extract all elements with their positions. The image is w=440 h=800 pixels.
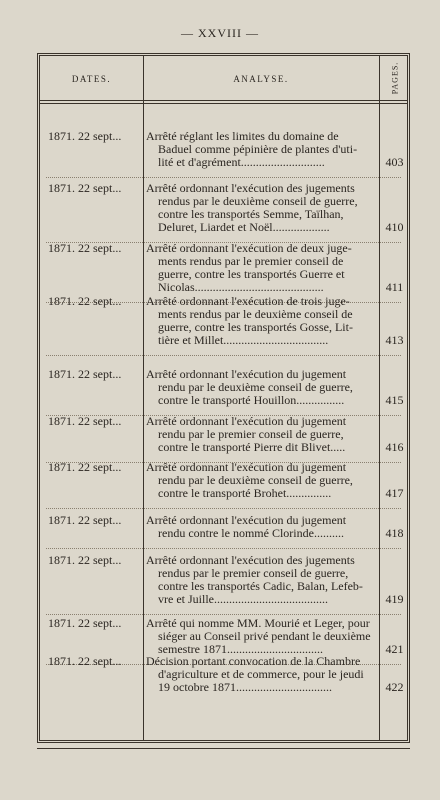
entry-date: 1871. 22 sept... <box>48 129 122 143</box>
entry-analysis <box>146 617 375 656</box>
header-rule <box>40 100 407 101</box>
entry-date: 1871. 22 sept... <box>48 654 122 668</box>
entry-analysis <box>146 655 375 694</box>
entry-date: 1871. 22 sept... <box>48 460 122 474</box>
row-separator <box>46 614 401 615</box>
analysis-line: Arrêté ordonnant l'exécution de trois juge- <box>146 294 350 308</box>
entry-page-number: 417 <box>385 486 404 500</box>
analysis-line: Arrêté ordonnant l'exécution des jugements <box>146 553 355 567</box>
entry-date: 1871. 22 sept... <box>48 241 122 255</box>
row-separator <box>46 177 401 178</box>
entry-page-number: 403 <box>385 155 404 169</box>
entry-analysis <box>146 461 375 500</box>
analysis-line: Deluret, Liardet et Noël................... <box>158 221 330 234</box>
analysis-line: rendus par le deuxième conseil de guerre, <box>158 194 358 208</box>
analysis-line: rendu contre le nommé Clorinde.......... <box>158 527 344 540</box>
analysis-line: Arrêté ordonnant l'exécution de deux juge- <box>146 241 352 255</box>
analysis-line: Arrêté ordonnant l'exécution du jugement <box>146 460 347 474</box>
analysis-line: d'agriculture et de commerce, pour le jeudi <box>158 667 364 681</box>
entry-analysis <box>146 242 375 294</box>
row-separator <box>46 548 401 549</box>
entry-analysis <box>146 368 375 407</box>
analysis-line: contre le transporté Brohet............... <box>158 487 332 500</box>
entry-date: 1871. 22 sept... <box>48 367 122 381</box>
analysis-line: rendu par le deuxième conseil de guerre, <box>158 380 353 394</box>
header-pages <box>379 56 410 100</box>
analysis-line: Arrêté ordonnant l'exécution du jugement <box>146 367 347 381</box>
table-frame <box>37 53 410 743</box>
header-dates: DATES. <box>71 74 112 84</box>
analysis-line: Arrêté ordonnant l'exécution du jugement <box>146 414 347 428</box>
entry-analysis <box>146 514 375 540</box>
analysis-line: ments rendus par le premier conseil de <box>158 254 344 268</box>
entry-page-number: 415 <box>385 393 404 407</box>
analysis-line: Nicolas........................................... <box>158 281 324 294</box>
analysis-line: guerre, contre les transportés Guerre et <box>158 267 345 281</box>
analysis-line: rendu par le premier conseil de guerre, <box>158 427 344 441</box>
analysis-line: guerre, contre les transportés Gosse, Lit- <box>158 320 353 334</box>
frame-bottom-rule <box>37 748 410 749</box>
analysis-line: lité et d'agrément............................ <box>158 156 325 169</box>
entry-page-number: 413 <box>385 333 404 347</box>
entry-analysis <box>146 182 375 234</box>
analysis-line: contre le transporté Pierre dit Blivet..... <box>158 441 346 454</box>
entry-date: 1871. 22 sept... <box>48 414 122 428</box>
entry-analysis <box>146 295 375 347</box>
entry-page-number: 421 <box>385 642 404 656</box>
header-analyse: ANALYSE. <box>233 74 289 84</box>
analysis-line: Arrêté réglant les limites du domaine de <box>146 129 339 143</box>
entry-page-number: 418 <box>385 526 404 540</box>
entry-date: 1871. 22 sept... <box>48 616 122 630</box>
entry-date: 1871. 22 sept... <box>48 513 122 527</box>
analysis-line: Décision portant convocation de la Chambre <box>146 654 361 668</box>
analysis-line: contre les transportés Cadic, Balan, Lefeb- <box>158 579 363 593</box>
row-separator <box>46 508 401 509</box>
analysis-line: contre les transportés Semme, Taïlhan, <box>158 207 344 221</box>
entry-page-number: 410 <box>385 220 404 234</box>
running-head: — XXVIII — <box>181 26 259 40</box>
header-pages-label: PAGES. <box>390 61 399 95</box>
entry-date: 1871. 22 sept... <box>48 294 122 308</box>
column-divider <box>143 56 144 740</box>
analysis-line: Baduel comme pépinière de plantes d'uti- <box>158 142 358 156</box>
row-separator <box>46 355 401 356</box>
analysis-line: rendu par le deuxième conseil de guerre, <box>158 473 353 487</box>
entry-page-number: 422 <box>385 680 404 694</box>
entry-page-number: 411 <box>385 280 404 294</box>
analysis-line: Arrêté qui nomme MM. Mourié et Leger, pour <box>146 616 370 630</box>
analysis-line: ments rendus par le deuxième conseil de <box>158 307 353 321</box>
analysis-line: Arrêté ordonnant l'exécution des jugements <box>146 181 355 195</box>
analysis-line: rendus par le premier conseil de guerre, <box>158 566 349 580</box>
analysis-line: contre le transporté Houillon................ <box>158 394 345 407</box>
analysis-line: vre et Juille...................................... <box>158 593 328 606</box>
analysis-line: Arrêté ordonnant l'exécution du jugement <box>146 513 347 527</box>
entry-analysis <box>146 130 375 169</box>
entry-page-number: 416 <box>385 440 404 454</box>
analysis-line: siéger au Conseil privé pendant le deuxième <box>158 629 371 643</box>
analysis-line: 19 octobre 1871................................ <box>158 681 332 694</box>
entry-date: 1871. 22 sept... <box>48 181 122 195</box>
entry-analysis <box>146 554 375 606</box>
analysis-line: semestre 1871................................ <box>158 643 323 656</box>
analysis-line: tière et Millet................................... <box>158 334 329 347</box>
header-rule <box>40 103 407 104</box>
entry-page-number: 419 <box>385 592 404 606</box>
entry-analysis <box>146 415 375 454</box>
entry-date: 1871. 22 sept... <box>48 553 122 567</box>
